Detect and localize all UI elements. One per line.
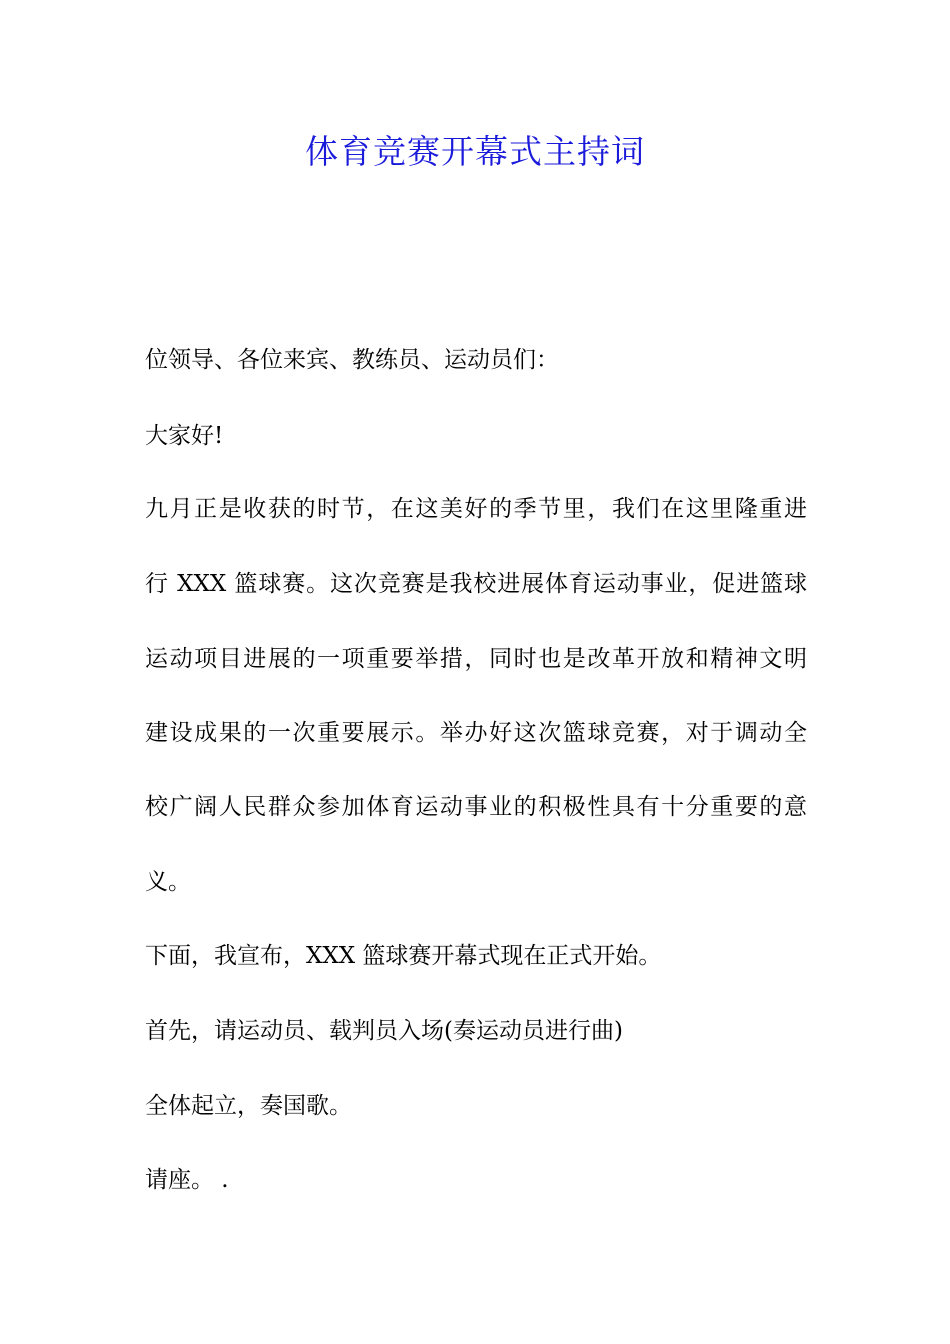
salutation-line: 位领导、各位来宾、教练员、运动员们：	[145, 347, 559, 373]
paragraph-line: 运动项目进展的一项重要举措，同时也是改革开放和精神文明	[145, 646, 807, 672]
document-title: 体育竞赛开幕式主持词	[305, 132, 645, 171]
paragraph-line: 校广阔人民群众参加体育运动事业的积极性具有十分重要的意	[145, 794, 807, 820]
paragraph-line: 九月正是收获的时节，在这美好的季节里，我们在这里隆重进	[145, 496, 807, 522]
procedure-step: 全体起立，奏国歌。	[145, 1093, 352, 1119]
paragraph-line: 建设成果的一次重要展示。举办好这次篮球竞赛，对于调动全	[145, 720, 807, 746]
announcement-line: 下面，我宣布，XXX 篮球赛开幕式现在正式开始。	[145, 943, 662, 969]
greeting-line: 大家好!	[145, 423, 224, 449]
procedure-step: 首先，请运动员、载判员入场(奏运动员进行曲)	[145, 1018, 623, 1044]
paragraph-line: 义。	[145, 869, 191, 895]
procedure-step: 请座。 .	[145, 1167, 229, 1193]
paragraph-line: 行 XXX 篮球赛。这次竞赛是我校进展体育运动事业，促进篮球	[145, 571, 807, 597]
